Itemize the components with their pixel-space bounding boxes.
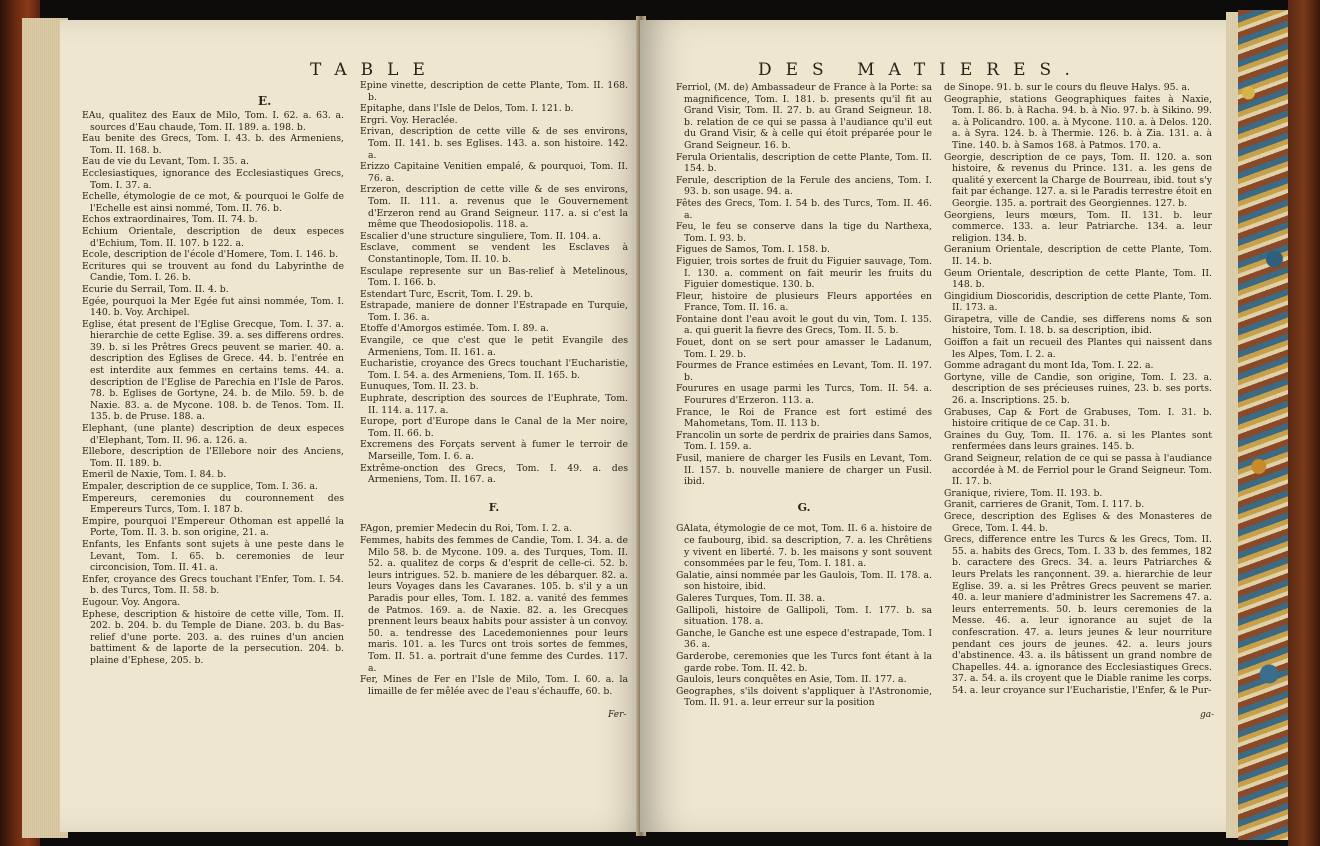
index-entry: Evangile, ce que c'est que le petit Evangile des Armeniens, Tom. II. 161. a. bbox=[360, 335, 628, 358]
index-entry: Echelle, étymologie de ce mot, & pourquoi le Golfe de l'Echelle est ainsi nommé, Tom. II. 76. b. bbox=[82, 191, 344, 214]
index-entry: Georgiens, leurs mœurs, Tom. II. 131. b. leur commerce. 133. a. leur Patriarche. 134. a. leur religion. 134. b. bbox=[944, 209, 1212, 244]
index-entry: Esclave, comment se vendent les Esclaves à Constantinople, Tom. II. 10. b. bbox=[360, 242, 628, 265]
index-entry: Esculape represente sur un Bas-relief à Metelinous, Tom. I. 166. b. bbox=[360, 265, 628, 289]
index-entry: Geranium Orientale, description de cette Plante, Tom. II. 14. b. bbox=[944, 244, 1212, 267]
left-page bbox=[60, 20, 648, 832]
index-entry: Fusil, maniere de charger les Fusils en Levant, Tom. II. 157. b. nouvelle maniere de charger un Fusil. ibid. bbox=[676, 453, 932, 488]
index-entry: Egée, pourquoi la Mer Egée fut ainsi nommée, Tom. I. 140. b. Voy. Archipel. bbox=[82, 295, 344, 319]
index-entry: GAlata, étymologie de ce mot, Tom. II. 6 a. histoire de ce faubourg, ibid. sa description, 7. a. les Chrêtiens y vivent en liberté. 7. b. les maisons y sont souvent consommées par le feu, Tom. I. 181. a. bbox=[676, 523, 932, 570]
page-header-right: DES MATIERES. bbox=[758, 60, 1084, 80]
index-entry: Girapetra, ville de Candie, ses differens noms & son histoire, Tom. I. 18. b. sa description, ibid. bbox=[944, 313, 1212, 337]
index-entry: Figuier, trois sortes de fruit du Figuier sauvage, Tom. I. 130. a. comment on fait meurir les fruits du Figuier domestique. 130. b. bbox=[676, 255, 932, 291]
index-entry: Graines du Guy, Tom. II. 176. a. si les Plantes sont renfermées dans leurs graines. 145. b. bbox=[944, 429, 1212, 453]
index-entry: Ecritures qui se trouvent au fond du Labyrinthe de Candie, Tom. I. 26. b. bbox=[82, 260, 344, 284]
catchword-left: Fer- bbox=[608, 710, 627, 720]
index-entry: Eucharistie, croyance des Grecs touchant l'Eucharistie, Tom. I. 54. a. des Armeniens, Tom. II. 165. b. bbox=[360, 358, 628, 381]
index-column-3 bbox=[676, 82, 932, 709]
index-entry: Enfants, les Enfants sont sujets à une peste dans le Levant, Tom. I. 65. b. ceremonies de leur circoncision, Tom. II. 41. a. bbox=[82, 538, 344, 574]
index-entry: Ganche, le Ganche est une espece d'estrapade, Tom. I 36. a. bbox=[676, 627, 932, 651]
index-entry: Feu, le feu se conserve dans la tige du Narthexa, Tom. I. 93. b. bbox=[676, 221, 932, 244]
index-entry: Ecole, description de l'école d'Homere, Tom. I. 146. b. bbox=[82, 249, 339, 261]
index-entry: Ferriol, (M. de) Ambassadeur de France à la Porte: sa magnificence, Tom. I. 181. b. presents qu'il fit au Grand Visir, Tom. II. 27. b. au Grand Seigneur. 18. b. relation de ce qui se passa à l'audiance qu'il eut du Grand Visir, & à celle qui étoit préparée pour le Grand Seigneur. 16. b. bbox=[676, 82, 932, 151]
section-letter-g: G. bbox=[797, 500, 811, 514]
index-entry: Geum Orientale, description de cette Plante, Tom. II. 148. b. bbox=[944, 267, 1212, 291]
section-letter-f: F. bbox=[488, 500, 500, 514]
index-column-4 bbox=[944, 82, 1212, 696]
index-entry: Galeres Turques, Tom. II. 38. a. bbox=[676, 592, 826, 604]
index-entry: Erizzo Capitaine Venitien empalé, & pourquoi, Tom. II. 76. a. bbox=[360, 161, 628, 184]
index-column-1 bbox=[82, 110, 344, 667]
page-header-left: TABLE bbox=[310, 60, 439, 80]
index-entry: Elephant, (une plante) description de deux especes d'Elephant, Tom. II. 96. a. 126. a. bbox=[82, 423, 344, 446]
index-entry: Echos extraordinaires, Tom. II. 74. b. bbox=[82, 214, 258, 226]
index-entry: Enfer, croyance des Grecs touchant l'Enfer, Tom. I. 54. b. des Turcs, Tom. II. 58. b. bbox=[82, 573, 344, 597]
index-entry: Estendart Turc, Escrit, Tom. I. 29. b. bbox=[360, 288, 534, 300]
index-entry: Gortyne, ville de Candie, son origine, Tom. I. 23. a. description de ses précieuses ruines, 23. b. ses ports. 26. a. Inscriptions. 25. b. bbox=[944, 371, 1212, 407]
index-entry: Grecs, difference entre les Turcs & les Grecs, Tom. II. 55. a. habits des Grecs, Tom. I. 33 b. des femmes, 182 b. caractere des Grecs. 34. a. leurs Patriarches & leurs Prelats les rançonnent. 39. a. hierarchie de leur Eglise. 39. a. si les Prêtres Grecs peuvent se marier. 40. a. leur maniere d'administrer les Sacremens 47. a. leurs enterrements. 50. b. leurs ceremonies de la Messe. 46. a. leur ignorance au sujet de la confescration. 47. a. leurs jeunes & leur nourriture pendant ces jours de jeunes. 42. a. leurs jours d'abstinence. 43. a. ils bâtissent un grand nombre de Chapelles. 44. a. ignorance des Ecclesiastiques Grecs. 37. a. 54. a. ils croyent que le Diable ranime les corps. 54. a. leur croyance sur l'Eucharistie, l'Enfer, & le Pur- bbox=[944, 534, 1212, 696]
index-entry: Empire, pourquoi l'Empereur Othoman est appellé la Porte, Tom. II. 3. b. son origine, 21. a. bbox=[82, 515, 344, 539]
index-entry: Fouet, dont on se sert pour amasser le Ladanum, Tom. I. 29. b. bbox=[676, 337, 932, 360]
index-entry: Galatie, ainsi nommée par les Gaulois, Tom. II. 178. a. son histoire, ibid. bbox=[676, 569, 932, 593]
index-entry: Empaler, description de ce supplice, Tom. I. 36. a. bbox=[82, 481, 318, 492]
index-entry: Fontaine dont l'eau avoit le gout du vin, Tom. I. 135. a. qui guerit la fievre des Grecs, Tom. II. 5. b. bbox=[676, 313, 932, 337]
index-entry: Extrême-onction des Grecs, Tom. I. 49. a. des Armeniens, Tom. II. 167. a. bbox=[360, 462, 628, 486]
index-entry: Geographes, s'ils doivent s'appliquer à l'Astronomie, Tom. II. 91. a. leur erreur sur la position bbox=[676, 685, 932, 709]
index-entry: Estrapade, maniere de donner l'Estrapade en Turquie, Tom. I. 36. a. bbox=[360, 300, 628, 323]
index-entry: Erivan, description de cette ville & de ses environs, Tom. II. 141. b. ses Eglises. 143. a. son histoire. 142. a. bbox=[360, 126, 628, 161]
index-entry: Escalier d'une structure singuliere, Tom. II. 104. a. bbox=[360, 230, 602, 242]
index-entry: Eau benite des Grecs, Tom. I. 43. b. des Armeniens, Tom. II. 168. b. bbox=[82, 133, 344, 156]
index-entry: Granique, riviere, Tom. II. 193. b. bbox=[944, 487, 1103, 499]
index-entry: Fêtes des Grecs, Tom. I. 54 b. des Turcs, Tom. II. 46. a. bbox=[676, 197, 932, 221]
index-entry: Epine vinette, description de cette Plante, Tom. II. 168. b. bbox=[360, 80, 628, 103]
index-entry: Gaulois, leurs conquêtes en Asie, Tom. II. 177. a. bbox=[676, 674, 907, 686]
index-entry: Grabuses, Cap & Fort de Grabuses, Tom. I. 31. b. histoire critique de ce Cap. 31. b. bbox=[944, 406, 1212, 430]
index-entry: Eunuques, Tom. II. 23. b. bbox=[360, 381, 479, 393]
index-entry: Femmes, habits des femmes de Candie, Tom. I. 34. a. de Milo 58. b. de Mycone. 109. a. des Turques, Tom. II. 52. a. qualitez de corps & d'esprit de celle-ci. 52. b. leurs intrigues. 52. b. maniere de les débarquer. 82. a. leurs Voyages dans les Cavaranes. 105. b. s'il y a un Paradis pour elles, Tom. I. 182. a. vanité des femmes de Patmos. 169. a. de Naxie. 82. a. les Grecques prennent leurs beaux habits pour assister à un convoy. 50. a. tendresse des Lacedemoniennes pour leurs maris. 101. a. les Turcs ont trois sortes de femmes, Tom. II. 51. a. portrait d'une femme des Curdes. 117. a. bbox=[360, 534, 628, 674]
index-entry: de Sinope. 91. b. sur le cours du fleuve Halys. 95. a. bbox=[944, 82, 1190, 93]
index-entry: Fourmes de France estimées en Levant, Tom. II. 197. b. bbox=[676, 360, 932, 383]
index-entry: Francolin un sorte de perdrix de prairies dans Samos, Tom. I. 159. a. bbox=[676, 429, 932, 453]
index-entry: Ferule, description de la Ferule des anciens, Tom. I. 93. b. son usage. 94. a. bbox=[676, 174, 932, 198]
index-entry: Eglise, état present de l'Eglise Grecque, Tom. I. 37. a. hierarchie de cette Eglise. 39. a. ses differens ordres. 39. b. si les Prêtres Grecs peuvent se marier. 40. a. description des Eglises de Grece. 44. b. l'entrée en est interdite aux femmes en certains tems. 44. a. description de l'Eglise de Parechia en l'Isle de Paros. 78. b. Eglises de Gortyne, 24. b. de Milo. 59. b. de Naxie. 83. a. de Myconе. 108. b. de Tenos. Tom. II. 135. b. de Pruse. 188. a. bbox=[82, 318, 344, 423]
index-entry: Fleur, histoire de plusieurs Fleurs apportées en France, Tom. II. 16. a. bbox=[676, 290, 932, 314]
index-column-2 bbox=[360, 80, 628, 697]
index-entry: Ergri. Voy. Heraclée. bbox=[360, 114, 458, 126]
index-entry: Garderobe, ceremonies que les Turcs font étant à la garde robe. Tom. II. 42. b. bbox=[676, 650, 932, 674]
index-entry: Excremens des Forçats servent à fumer le terroir de Marseille, Tom. I. 6. a. bbox=[360, 439, 628, 462]
index-entry: Empereurs, ceremonies du couronnement des Empereurs Turcs, Tom. I. 187 b. bbox=[82, 492, 344, 516]
index-entry: Fourures en usage parmi les Turcs, Tom. II. 54. a. Fourures d'Erzeron. 113. a. bbox=[676, 383, 932, 407]
index-entry: Erzeron, description de cette ville & de ses environs, Tom. II. 111. a. revenus que le Gouvernement d'Erzeron rend au Grand Seigneur. 117. a. si c'est la même que Theodosiopolis. 118. a. bbox=[360, 184, 628, 231]
index-entry: Eau de vie du Levant, Tom. I. 35. a. bbox=[82, 156, 249, 168]
section-letter-e: E. bbox=[258, 94, 272, 108]
right-page bbox=[640, 20, 1236, 832]
index-entry: Gingidium Dioscoridis, description de cette Plante, Tom. II. 173. a. bbox=[944, 290, 1212, 314]
index-entry: Grand Seigneur, relation de ce qui se passa à l'audiance accordée à M. de Ferriol pour le Grand Seigneur. Tom. II. 17. b. bbox=[944, 453, 1212, 488]
index-entry: Euphrate, description des sources de l'Euphrate, Tom. II. 114. a. 117. a. bbox=[360, 393, 628, 416]
index-entry: Etoffe d'Amorgos estimée. Tom. I. 89. a. bbox=[360, 323, 549, 335]
index-entry: Georgie, description de ce pays, Tom. II. 120. a. son histoire, & revenus du Prince. 131. a. les gens de qualité y exercent la Charge de Bourreau, ibid. tout s'y fait par échange. 127. a. si le Paradis terrestre étoit en Georgie. 135. a. portrait des Georgiennes. 127. b. bbox=[944, 151, 1212, 209]
index-entry: Ecurie du Serrail, Tom. II. 4. b. bbox=[82, 283, 229, 295]
index-entry: Fer, Mines de Fer en l'Isle de Milo, Tom. I. 60. a. la limaille de fer mêlée avec de l'eau s'échauffe, 60. b. bbox=[360, 674, 628, 697]
index-entry: Eugour. Voy. Angora. bbox=[82, 596, 181, 608]
index-entry: France, le Roi de France est fort estimé des Mahometans, Tom. II. 113 b. bbox=[676, 406, 932, 430]
index-entry: Ephese, description & histoire de cette ville, Tom. II. 202. b. 204. b. du Temple de Diane. 203. b. du Bas-relief d'une porte. 203. a. des ruines d'un ancien battiment & de laporte de la persecution. 204. b. plaine d'Ephese, 205. b. bbox=[82, 608, 344, 666]
index-entry: Gomme adragant du mont Ida, Tom. I. 22. a. bbox=[944, 360, 1154, 372]
index-entry: Ferula Orientalis, description de cette Plante, Tom. II. 154. b. bbox=[676, 151, 932, 175]
index-entry: Grece, description des Eglises & des Monasteres de Grece, Tom. I. 44. b. bbox=[944, 510, 1212, 534]
index-entry: Goiffon a fait un recueil des Plantes qui naissent dans les Alpes, Tom. I. 2. a. bbox=[944, 337, 1212, 360]
index-entry: Figues de Samos, Tom. I. 158. b. bbox=[676, 244, 830, 256]
catchword-right: ga- bbox=[1200, 710, 1215, 720]
index-entry: EAu, qualitez des Eaux de Milo, Tom. I. 62. a. 63. a. sources d'Eau chaude, Tom. II. 189. a. 198. b. bbox=[82, 110, 344, 133]
index-entry: Geographie, stations Geographiques faites à Naxie, Tom. I. 86. b. à Racha. 94. b. à Nio. 97. b. à Sikino. 99. a. à Policandro. 100. a. à Mycone. 110. a. à Delos. 120. a. à Syra. 124. b. à Thermie. 126. b. à Zia. 131. a. à Tine. 140. b. à Samos 168. à Patmos. 170. a. bbox=[944, 93, 1212, 151]
marbled-endpaper bbox=[1238, 10, 1290, 840]
index-entry: Epitaphe, dans l'Isle de Delos, Tom. I. 121. b. bbox=[360, 103, 574, 115]
index-entry: Ecclesiastiques, ignorance des Ecclesiastiques Grecs, Tom. I. 37. a. bbox=[82, 167, 344, 191]
index-entry: Granit, carrieres de Granit, Tom. I. 117. b. bbox=[944, 499, 1145, 511]
index-entry: Europe, port d'Europe dans le Canal de la Mer noire, Tom. II. 66. b. bbox=[360, 416, 628, 439]
index-entry: Gallipoli, histoire de Gallipoli, Tom. I. 177. b. sa situation. 178. a. bbox=[676, 604, 932, 628]
index-entry: Ellebore, description de l'Ellebore noir des Anciens, Tom. II. 189. b. bbox=[82, 446, 344, 469]
index-entry: Echium Orientale, description de deux especes d'Echium, Tom. II. 107. b 122. a. bbox=[82, 225, 344, 249]
book-cover-right bbox=[1288, 0, 1320, 846]
index-entry: Emeril de Naxie, Tom. I. 84. b. bbox=[82, 469, 227, 481]
index-entry: FAgon, premier Medecin du Roi, Tom. I. 2. a. bbox=[360, 523, 573, 535]
